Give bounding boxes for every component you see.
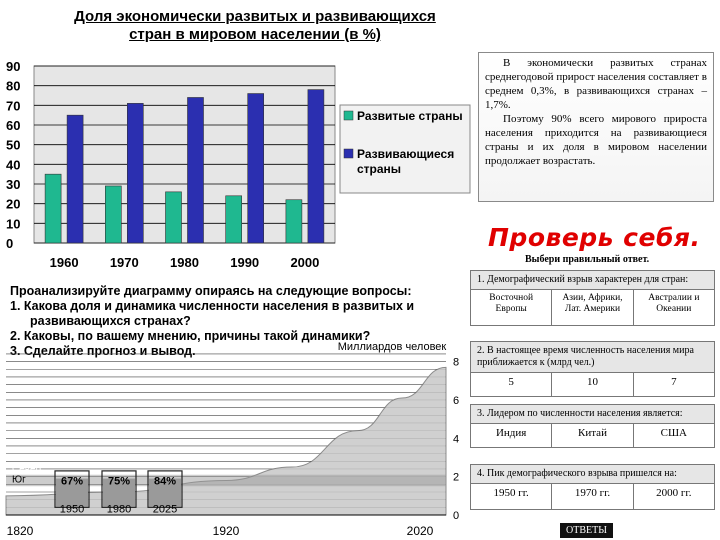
quiz-question-text: 3. Лидером по численности населения является:	[471, 405, 714, 423]
legend-label: Развивающиеся	[357, 147, 455, 161]
x-tick-label: 2020	[406, 524, 434, 538]
bar	[166, 192, 182, 243]
quiz-question-text: 4. Пик демографического взрыва пришелся на:	[471, 465, 714, 483]
quiz-option[interactable]: 2000 гг.	[633, 483, 714, 509]
x-tick-label: 1990	[230, 255, 260, 270]
legend-label: страны	[357, 162, 402, 176]
chart-title-line-2: стран в мировом населении (в %)	[129, 26, 381, 43]
quiz-option[interactable]: 10	[551, 372, 632, 396]
bar	[286, 200, 302, 243]
y-tick-label: 10	[6, 216, 21, 232]
y-tick-label: 50	[6, 137, 21, 153]
jar-year: 2025	[152, 503, 178, 516]
y-tick-label: 0	[6, 236, 14, 251]
bar	[188, 97, 204, 243]
quiz-option[interactable]: 7	[633, 372, 714, 396]
choose-answer-label: Выбери правильный ответ.	[525, 254, 650, 265]
bar	[308, 90, 324, 243]
jar-percent: 67%	[60, 475, 84, 488]
x-tick-label: 1980	[170, 255, 199, 270]
population-growth-chart	[0, 340, 468, 540]
y-tick-label: 80	[6, 78, 21, 94]
y-tick-label: 8	[452, 356, 460, 369]
jar-percent: 75%	[107, 475, 131, 488]
chart-title-line-1: Доля экономически развитых и развивающихся	[74, 8, 436, 25]
y-tick-label: 20	[6, 196, 21, 212]
quiz-option[interactable]: 5	[471, 372, 551, 396]
bar	[105, 186, 121, 243]
region-label-south: Юг	[12, 474, 26, 486]
quiz-option[interactable]: США	[633, 423, 714, 447]
y-tick-label: 40	[6, 157, 21, 173]
bar-chart	[0, 50, 475, 275]
quiz-question-text: 2. В настоящее время численность населения мира приближается к (млрд чел.)	[471, 342, 714, 372]
legend	[340, 105, 470, 193]
check-yourself-title: Проверь себя.	[488, 223, 701, 252]
x-tick-label: 1920	[212, 524, 240, 538]
jar-percent: 84%	[153, 475, 177, 488]
quiz-option[interactable]: 1970 гг.	[551, 483, 632, 509]
growth-chart-title: Миллиардов человек	[337, 341, 447, 353]
bar	[127, 103, 143, 243]
quiz-option[interactable]: Восточной Европы	[471, 289, 551, 325]
quiz-question-1	[470, 270, 715, 326]
bar	[67, 115, 83, 243]
quiz-option[interactable]: Азии, Африки, Лат. Америки	[551, 289, 632, 325]
legend-label: Развитые страны	[357, 109, 463, 123]
question-intro: Проанализируйте диаграмму опираясь на следующие вопросы:	[10, 284, 412, 298]
question-2: 2. Каковы, по вашему мнению, причины такой динамики?	[10, 329, 371, 343]
bar	[226, 196, 242, 243]
chart-title	[40, 8, 470, 44]
question-1: 1. Какова доля и динамика численности населения в развитых и	[10, 299, 415, 313]
y-tick-label: 70	[6, 98, 21, 114]
y-tick-label: 90	[6, 59, 21, 74]
region-label-north: Север	[12, 463, 42, 475]
quiz-question-text: 1. Демографический взрыв характерен для стран:	[471, 271, 714, 289]
info-paragraph-1: В экономически развитых странах среднегодовой прирост населения составляет в среднем 0,3%, в развивающихся странах – 1,7%.	[485, 57, 707, 111]
info-box	[478, 52, 714, 202]
info-paragraph-2: Поэтому 90% всего мирового прироста населения приходится на развивающиеся страны и их доля в мировом населении продолжает возрастать.	[485, 113, 707, 167]
legend-swatch	[344, 111, 353, 120]
y-tick-label: 60	[6, 118, 21, 133]
x-tick-label: 2000	[290, 255, 320, 270]
jar-year: 1950	[59, 503, 85, 516]
x-tick-label: 1960	[49, 255, 79, 270]
y-tick-label: 6	[452, 394, 460, 407]
jar-year: 1980	[106, 503, 132, 516]
quiz-question-4	[470, 464, 715, 510]
y-tick-label: 2	[452, 471, 460, 484]
quiz-option[interactable]: Китай	[551, 423, 632, 447]
quiz-option[interactable]: Австралии и Океании	[633, 289, 714, 325]
x-tick-label: 1970	[109, 255, 139, 270]
y-tick-label: 30	[6, 177, 21, 192]
question-1-cont: развивающихся странах?	[30, 314, 191, 328]
quiz-option[interactable]: 1950 гг.	[471, 483, 551, 509]
x-tick-label: 1820	[6, 524, 34, 538]
quiz-option[interactable]: Индия	[471, 423, 551, 447]
legend-swatch	[344, 149, 353, 158]
bar	[248, 94, 264, 243]
quiz-question-2	[470, 341, 715, 397]
quiz-question-3	[470, 404, 715, 448]
y-tick-label: 4	[452, 433, 460, 446]
answers-button[interactable]: ОТВЕТЫ	[560, 523, 613, 538]
y-tick-label: 0	[452, 510, 460, 522]
bar	[45, 174, 61, 243]
question-3: 3. Сделайте прогноз и вывод.	[10, 344, 196, 358]
